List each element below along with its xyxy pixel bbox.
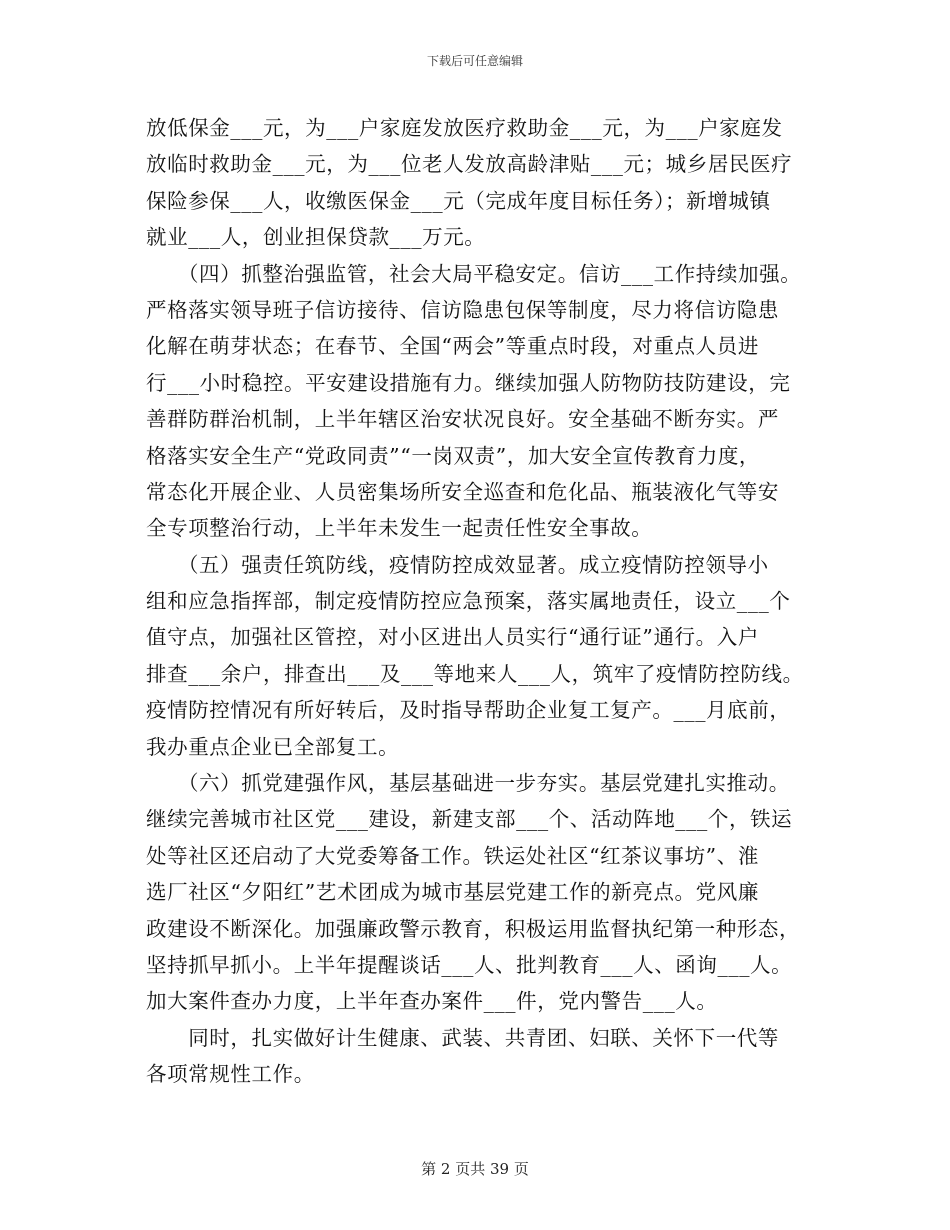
text-line: 继续完善城市社区党___建设，新建支部___个、活动阵地___个，铁运 <box>146 807 793 832</box>
page-footer: 第 2 页共 39 页 <box>421 1160 529 1178</box>
text-line: 放临时救助金___元，为___位老人发放高龄津贴___元；城乡居民医疗 <box>146 152 793 177</box>
text-line: 我办重点企业已全部复工。 <box>146 734 400 759</box>
text-line: 保险参保___人，收缴医保金___元（完成年度目标任务）；新增城镇 <box>146 188 771 213</box>
text-line: 善群防群治机制，上半年辖区治安状况良好。安全基础不断夯实。严 <box>146 407 779 432</box>
text-line: 组和应急指挥部，制定疫情防控应急预案，落实属地责任，设立___个 <box>146 589 791 614</box>
text-line: 放低保金___元，为___户家庭发放医疗救助金___元，为___户家庭发 <box>146 116 783 140</box>
text-line: 行___小时稳控。平安建设措施有力。继续加强人防物防技防建设，完 <box>146 370 791 395</box>
document-body <box>146 110 826 1093</box>
text-line: （五）强责任筑防线，疫情防控成效显著。成立疫情防控领导小 <box>146 552 769 577</box>
text-line: 常态化开展企业、人员密集场所安全巡查和危化品、瓶装液化气等安 <box>146 479 779 504</box>
text-line: 严格落实领导班子信访接待、信访隐患包保等制度，尽力将信访隐患 <box>146 297 779 322</box>
text-line: 政建设不断深化。加强廉政警示教育，积极运用监督执纪第一种形态， <box>146 916 801 941</box>
text-line: 化解在萌芽状态；在春节、全国“两会”等重点时段，对重点人员进 <box>146 334 759 359</box>
text-line: 值守点，加强社区管控，对小区进出人员实行“通行证”通行。入户 <box>146 625 759 650</box>
text-line: 坚持抓早抓小。上半年提醒谈话___人、批判教育___人、函询___人。 <box>146 952 793 977</box>
text-line: 格落实安全生产“党政同责”“一岗双责”，加大安全宣传教育力度， <box>146 443 761 468</box>
text-line: 就业___人，创业担保贷款___万元。 <box>146 225 486 250</box>
text-line: 全专项整治行动，上半年未发生一起责任性安全事故。 <box>146 516 653 541</box>
text-line: （四）抓整治强监管，社会大局平稳安定。信访___工作持续加强。 <box>146 261 802 286</box>
text-line: 疫情防控情况有所好转后，及时指导帮助企业复工复产。___月底前， <box>146 698 791 723</box>
text-line: 排查___余户，排查出___及___等地来人___人，筑牢了疫情防控防线。 <box>146 661 804 686</box>
text-line: 选厂社区“夕阳红”艺术团成为城市基层党建工作的新亮点。党风廉 <box>146 880 759 905</box>
text-line: 同时，扎实做好计生健康、武装、共青团、妇联、关怀下一代等 <box>146 1025 779 1050</box>
text-line: 各项常规性工作。 <box>146 1062 315 1087</box>
text-line: （六）抓党建强作风，基层基础进一步夯实。基层党建扎实推动。 <box>146 771 790 796</box>
text-line: 处等社区还启动了大党委筹备工作。铁运处社区“红茶议事坊”、淮 <box>146 843 759 868</box>
text-line: 加大案件查办力度，上半年查办案件___件，党内警告___人。 <box>146 989 718 1014</box>
page-header: 下载后可任意编辑 <box>426 54 523 68</box>
